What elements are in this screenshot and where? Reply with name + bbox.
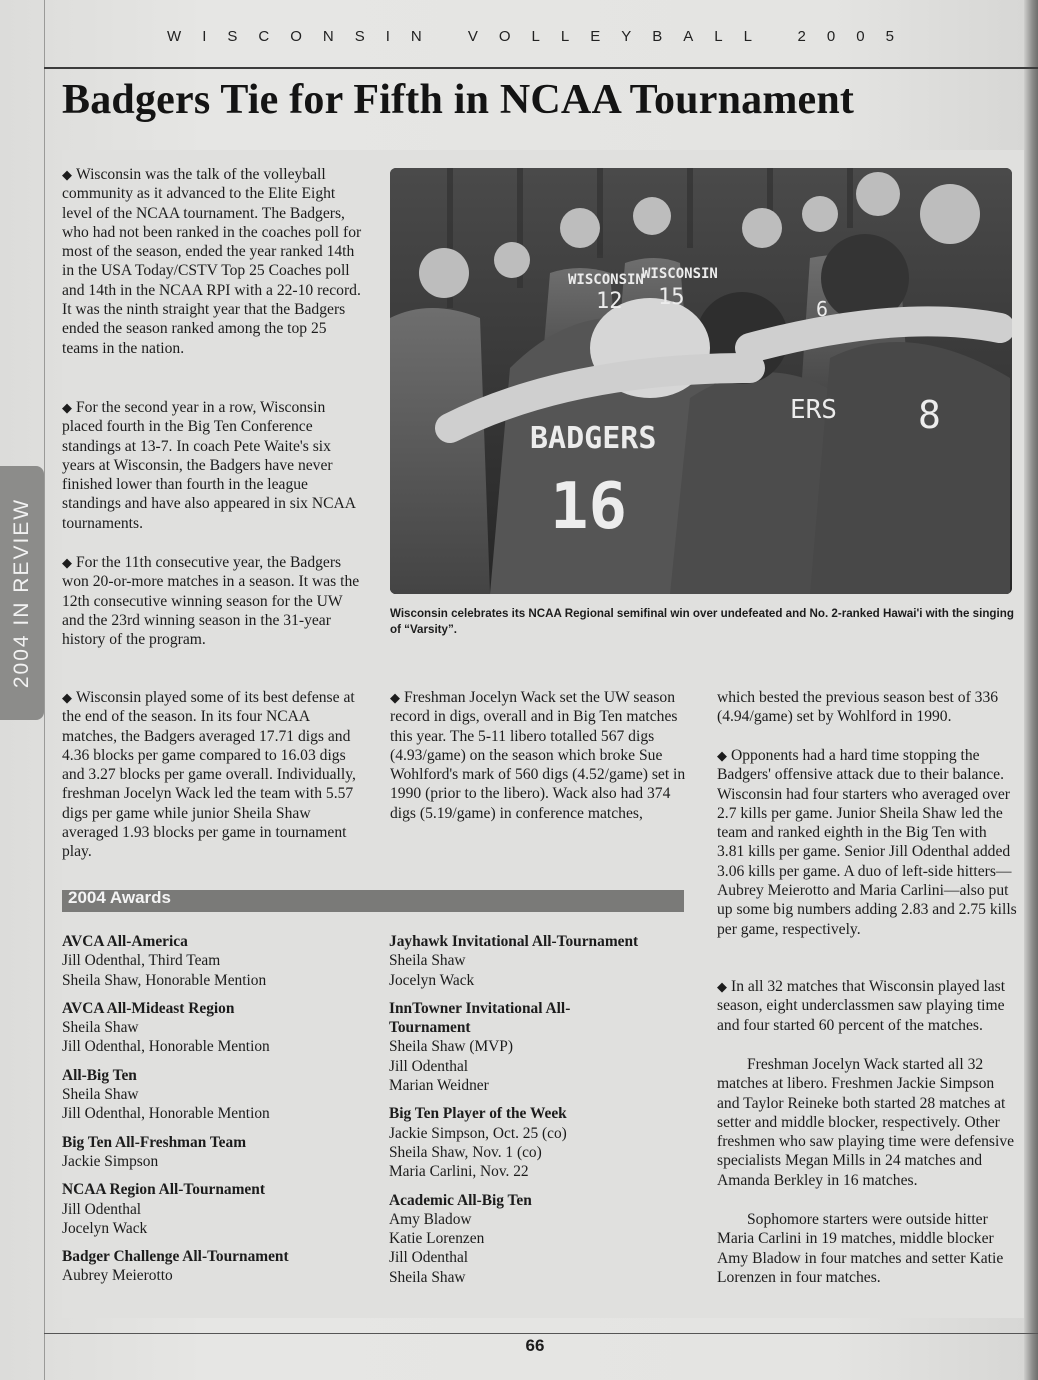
award-heading: All-Big Ten bbox=[62, 1066, 137, 1084]
photo-caption: Wisconsin celebrates its NCAA Regional semifinal win over undefeated and No. 2-ranked Hawai'i with the singing of “Varsity”. bbox=[390, 607, 1014, 636]
award-recipient: Jill Odenthal bbox=[389, 1249, 469, 1267]
award-group bbox=[389, 932, 689, 990]
award-recipient: Amy Bladow bbox=[389, 1210, 472, 1228]
award-recipient: Sheila Shaw bbox=[62, 1086, 139, 1104]
award-heading: AVCA All-Mideast Region bbox=[62, 999, 235, 1017]
jersey-number-8: 8 bbox=[918, 393, 941, 437]
page-edge-shadow bbox=[1024, 0, 1038, 1380]
jersey-text-wisconsin-b: WISCONSIN bbox=[642, 266, 718, 282]
award-recipient: Sheila Shaw (MVP) bbox=[389, 1038, 513, 1056]
award-heading: InnTowner Invitational All-Tournament bbox=[389, 999, 571, 1037]
award-group bbox=[62, 932, 382, 990]
jersey-number-15: 15 bbox=[658, 285, 685, 310]
awards-title: 2004 Awards bbox=[68, 888, 172, 907]
awards-column-left bbox=[62, 932, 382, 1295]
award-recipient: Sheila Shaw bbox=[389, 1268, 466, 1286]
award-group bbox=[62, 1180, 382, 1238]
award-recipient: Sheila Shaw, Honorable Mention bbox=[62, 971, 267, 989]
award-recipient: Sheila Shaw, Nov. 1 (co) bbox=[389, 1143, 542, 1161]
award-recipient: Jill Odenthal, Honorable Mention bbox=[62, 1038, 270, 1056]
article-paragraph-2: ◆ For the second year in a row, Wisconsin placed fourth in the Big Ten Conference standings at 13-7. In coach Pete Waite's six years at Wisconsin, the Badgers have never finished lower than fourth in the league standings and have also appeared in six NCAA tournaments. bbox=[62, 399, 356, 532]
award-heading: Big Ten Player of the Week bbox=[389, 1105, 567, 1123]
article-paragraph-6: which bested the previous season best of 336 (4.94/game) set by Wohlford in 1990. bbox=[717, 689, 999, 726]
award-recipient: Jill Odenthal bbox=[62, 1200, 142, 1218]
awards-column-right bbox=[389, 932, 689, 1296]
article-paragraph-5: ◆ Freshman Jocelyn Wack set the UW season record in digs, overall and in Big Ten matches this year. The 5-11 libero totalled 567 digs (4.93/game) on the season which broke Sue Wohlford's mark of 560 digs (4.52/game) set in 1990 (prior to the libero). Wack also had 374 digs (5.19/game) in conference matches, bbox=[390, 689, 686, 822]
article-paragraph-4: ◆ Wisconsin played some of its best defense at the end of the season. In its four NCAA matches, the Badgers averaged 17.71 digs and 4.36 blocks per game compared to 16.03 digs and 3.27 blocks per game overall. Individually, freshman Jocelyn Wack led the team with 5.57 digs per game while junior Sheila Shaw averaged 1.93 blocks per game in tournament play. bbox=[62, 689, 356, 861]
diamond-bullet-icon: ◆ bbox=[717, 979, 727, 994]
section-side-tab bbox=[0, 466, 44, 720]
award-recipient: Jocelyn Wack bbox=[389, 971, 475, 989]
award-recipient: Sheila Shaw bbox=[62, 1019, 139, 1037]
award-group bbox=[62, 1247, 382, 1286]
award-recipient: Jill Odenthal, Third Team bbox=[62, 952, 221, 970]
article-paragraph-7: ◆ Opponents had a hard time stopping the Badgers' offensive attack due to their balance. Wisconsin had four starters who averaged over 2.7 kills per game. Junior Sheila Shaw led the team and ranked eighth in the Big Ten with 3.81 kills per game. Senior Jill Odenthal added 3.06 kills per game. A duo of left-side hitters—Aubrey Meierotto and Maria Carlini—also put up some big numbers adding 2.83 and 2.75 kills per game, respectively. bbox=[717, 747, 1017, 938]
award-recipient: Marian Weidner bbox=[389, 1077, 489, 1095]
award-heading: Badger Challenge All-Tournament bbox=[62, 1248, 289, 1266]
diamond-bullet-icon: ◆ bbox=[62, 167, 72, 182]
article-paragraph-8: ◆ In all 32 matches that Wisconsin played last season, eight underclassmen saw playing time and four started 60 percent of the matches. bbox=[717, 978, 1006, 1034]
award-group bbox=[389, 999, 689, 1095]
jersey-number-12: 12 bbox=[596, 289, 623, 314]
article-paragraph-10: Sophomore starters were outside hitter Maria Carlini in 19 matches, middle blocker Amy Bladow in four matches and setter Katie Lorenzen in four matches. bbox=[717, 1211, 1004, 1286]
footer-rule bbox=[44, 1333, 1038, 1334]
award-recipient: Katie Lorenzen bbox=[389, 1230, 485, 1248]
award-heading: NCAA Region All-Tournament bbox=[62, 1181, 265, 1199]
diamond-bullet-icon: ◆ bbox=[62, 690, 72, 705]
award-group bbox=[389, 1191, 689, 1287]
page-number: 66 bbox=[525, 1336, 545, 1355]
left-margin-rule bbox=[44, 0, 45, 1380]
header-rule bbox=[44, 67, 1038, 69]
jersey-text-badgers: BADGERS bbox=[530, 421, 657, 456]
award-recipient: Maria Carlini, Nov. 22 bbox=[389, 1163, 529, 1181]
award-heading: Big Ten All-Freshman Team bbox=[62, 1133, 247, 1151]
award-heading: AVCA All-America bbox=[62, 933, 188, 950]
diamond-bullet-icon: ◆ bbox=[390, 690, 400, 705]
team-celebration-photo bbox=[390, 168, 1012, 594]
running-header bbox=[44, 22, 1038, 50]
award-group bbox=[62, 1133, 382, 1172]
award-recipient: Jackie Simpson bbox=[62, 1152, 159, 1170]
award-recipient: Jill Odenthal, Honorable Mention bbox=[62, 1105, 270, 1123]
award-recipient: Jocelyn Wack bbox=[62, 1219, 148, 1237]
article-paragraph-9: Freshman Jocelyn Wack started all 32 matches at libero. Freshmen Jackie Simpson and Taylor Reineke both started 28 matches at setter and middle blocker, respectively. Other freshmen who saw playing time were defensive specialists Megan Mills in 24 matches and Amanda Berkley in 16 matches. bbox=[717, 1056, 1015, 1189]
award-recipient: Jill Odenthal bbox=[389, 1057, 469, 1075]
diamond-bullet-icon: ◆ bbox=[62, 555, 72, 570]
award-recipient: Sheila Shaw bbox=[389, 952, 466, 970]
award-heading: Academic All-Big Ten bbox=[389, 1191, 532, 1209]
jersey-text-wisconsin-a: WISCONSIN bbox=[568, 272, 644, 288]
photo-illustration bbox=[390, 168, 1012, 594]
diamond-bullet-icon: ◆ bbox=[717, 748, 727, 763]
award-heading: Jayhawk Invitational All-Tournament bbox=[389, 933, 639, 950]
side-tab-label: 2004 IN REVIEW bbox=[10, 497, 33, 689]
jersey-text-ers: ERS bbox=[790, 395, 837, 425]
award-group bbox=[62, 999, 382, 1057]
award-recipient: Aubrey Meierotto bbox=[62, 1267, 173, 1285]
diamond-bullet-icon: ◆ bbox=[62, 400, 72, 415]
running-header-text: WISCONSIN VOLLEYBALL 2005 bbox=[167, 27, 915, 45]
page-headline: Badgers Tie for Fifth in NCAA Tournament bbox=[62, 77, 855, 123]
award-recipient: Jackie Simpson, Oct. 25 (co) bbox=[389, 1124, 567, 1142]
award-group bbox=[389, 1104, 689, 1181]
award-group bbox=[62, 1066, 382, 1124]
jersey-number-16: 16 bbox=[550, 470, 628, 544]
jersey-number-6: 6 bbox=[816, 297, 829, 321]
article-paragraph-1: ◆ Wisconsin was the talk of the volleyball community as it advanced to the Elite Eight level of the NCAA tournament. The Badgers, who had not been ranked in the coaches poll for most of the season, ended the year ranked 14th in the USA Today/CSTV Top 25 Coaches poll and 14th in the NCAA RPI with a 22-10 record. It was the ninth straight year that the Badgers ended the season ranked among the top 25 teams in the nation. bbox=[62, 166, 362, 357]
article-paragraph-3: ◆ For the 11th consecutive year, the Badgers won 20-or-more matches in a season. It was the 12th consecutive winning season for the UW and the 23rd winning season in the 31-year history of the program. bbox=[62, 554, 360, 649]
